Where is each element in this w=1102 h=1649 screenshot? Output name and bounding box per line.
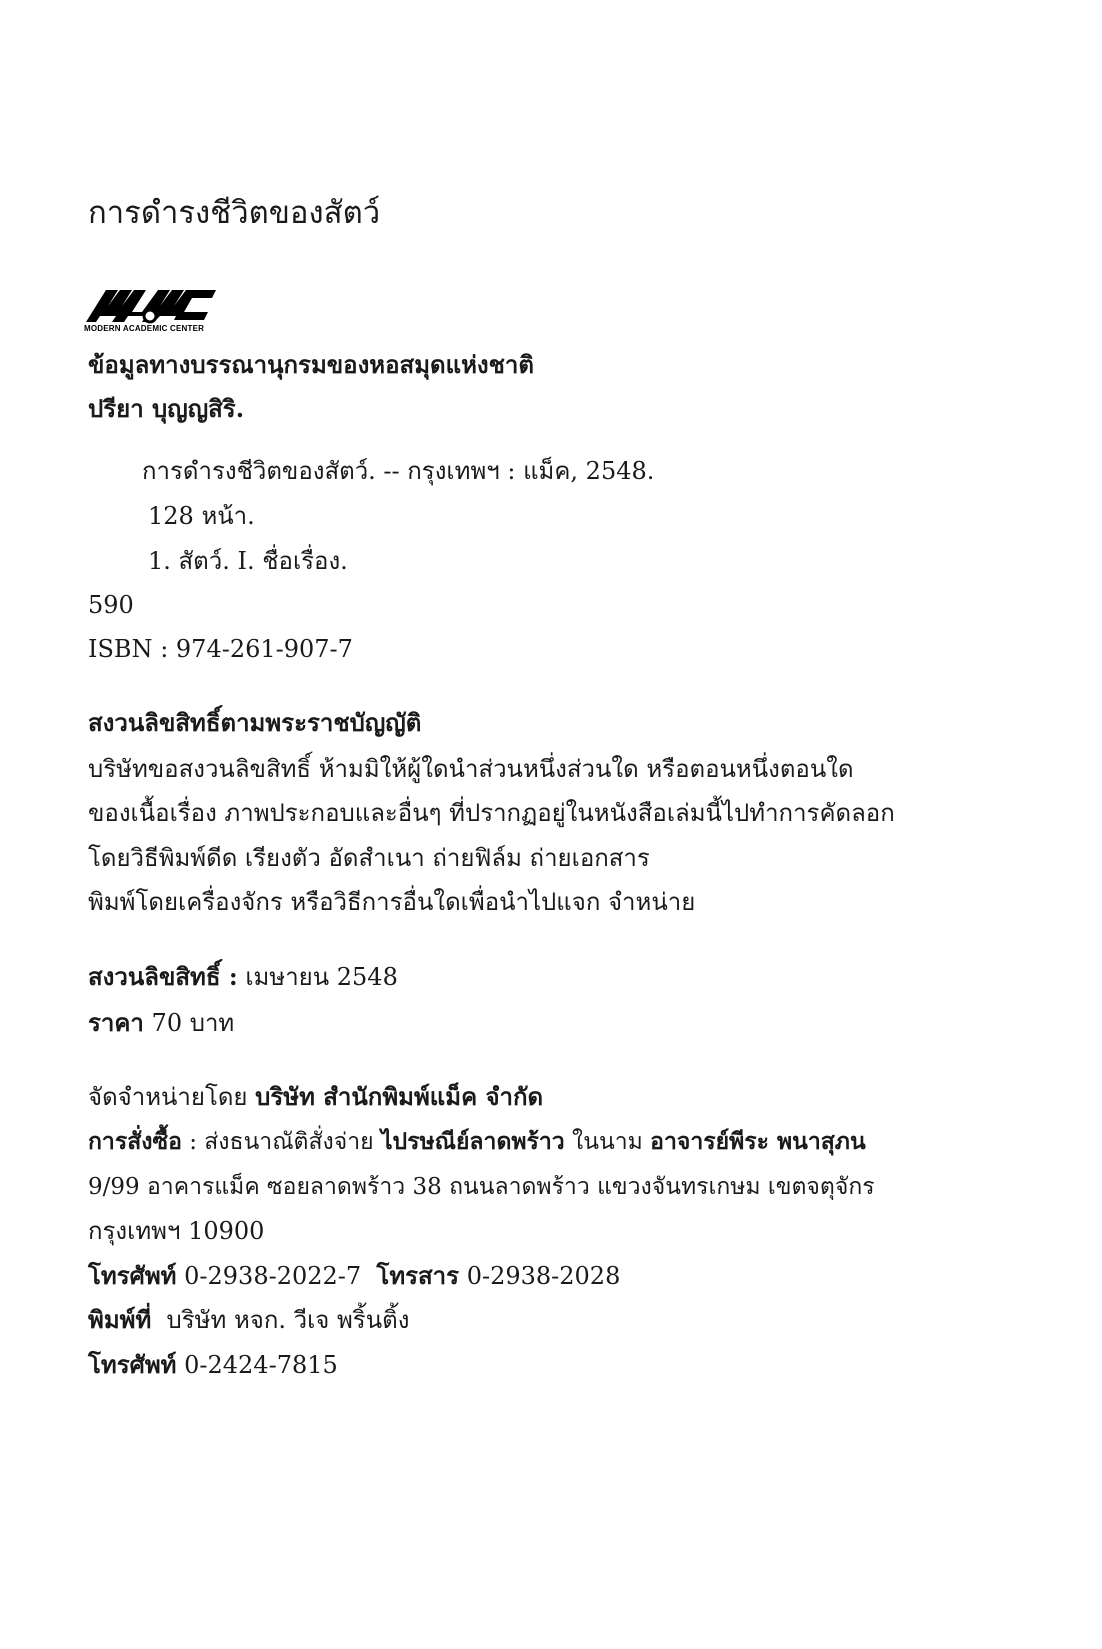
copyright-line-4: พิมพ์โดยเครื่องจักร หรือวิธีการอื่นใดเพื่อนำไปแจก จำหน่าย: [88, 888, 696, 916]
logo-caption: MODERN ACADEMIC CENTER: [84, 324, 205, 333]
printer-label: พิมพ์ที่: [88, 1305, 152, 1334]
phone-label: โทรศัพท์: [88, 1261, 177, 1290]
copyright-date: [88, 962, 398, 992]
book-title: การดำรงชีวิตของสัตว์: [88, 195, 381, 231]
copyright-date-value: เมษายน 2548: [245, 963, 398, 991]
price-value: 70 บาท: [151, 1009, 235, 1037]
printer-phone: [88, 1350, 338, 1380]
contact-numbers: [88, 1261, 620, 1291]
order-post-office: ไปรษณีย์ลาดพร้าว: [380, 1128, 565, 1155]
copyright-line-1: บริษัทขอสงวนลิขสิทธิ์ ห้ามมิให้ผู้ใดนำส่วนหนึ่งส่วนใด หรือตอนหนึ่งตอนใด: [88, 755, 854, 783]
price: [88, 1008, 234, 1038]
distributor-prefix: จัดจำหน่ายโดย: [88, 1083, 248, 1111]
mac-logo-icon: [84, 282, 224, 326]
printer-value: บริษัท หจก. วีเจ พริ้นติ้ง: [166, 1306, 410, 1334]
copyright-line-2: ของเนื้อเรื่อง ภาพประกอบและอื่นๆ ที่ปรากฏอยู่ในหนังสือเล่มนี้ไปทำการคัดลอก: [88, 799, 895, 827]
distributor: [88, 1082, 543, 1112]
order-method: : ส่งธนาณัติสั่งจ่าย: [189, 1129, 374, 1155]
copyright-heading: สงวนลิขสิทธิ์ตามพระราชบัญญัติ: [88, 708, 422, 737]
cataloging-heading: ข้อมูลทางบรรณานุกรมของหอสมุดแห่งชาติ: [88, 350, 534, 379]
order-label: การสั่งซื้อ: [88, 1128, 182, 1155]
price-label: ราคา: [88, 1008, 144, 1037]
distributor-company: บริษัท สำนักพิมพ์แม็ค จำกัด: [255, 1082, 544, 1111]
printer: [88, 1305, 409, 1335]
order-payee: อาจารย์พีระ พนาสุภน: [650, 1128, 866, 1155]
catalog-subjects: 1. สัตว์. I. ชื่อเรื่อง.: [148, 547, 348, 575]
fax-label: โทรสาร: [376, 1261, 460, 1290]
address-line-2: กรุงเทพฯ 10900: [88, 1217, 265, 1245]
author-name: ปรียา บุญญสิริ.: [88, 394, 245, 423]
phone-value: 0-2938-2022-7: [184, 1262, 362, 1290]
fax-value: 0-2938-2028: [466, 1262, 621, 1290]
isbn: ISBN : 974-261-907-7: [88, 635, 353, 663]
address-line-1: 9/99 อาคารแม็ค ซอยลาดพร้าว 38 ถนนลาดพร้าว แขวงจันทรเกษม เขตจตุจักร: [88, 1174, 875, 1200]
copyright-line-3: โดยวิธีพิมพ์ดีด เรียงตัว อัดสำเนา ถ่ายฟิล์ม ถ่ายเอกสาร: [88, 844, 650, 872]
copyright-date-label: สงวนลิขสิทธิ์ :: [88, 962, 238, 991]
order-info: [88, 1127, 866, 1157]
order-mid: ในนาม: [572, 1129, 643, 1155]
class-number: 590: [88, 591, 134, 619]
catalog-entry: การดำรงชีวิตของสัตว์. -- กรุงเทพฯ : แม็ค, 2548.: [142, 457, 655, 485]
printer-phone-label: โทรศัพท์: [88, 1350, 177, 1379]
printer-phone-value: 0-2424-7815: [184, 1351, 338, 1379]
publisher-logo: [84, 282, 224, 340]
catalog-pages: 128 หน้า.: [148, 502, 255, 530]
